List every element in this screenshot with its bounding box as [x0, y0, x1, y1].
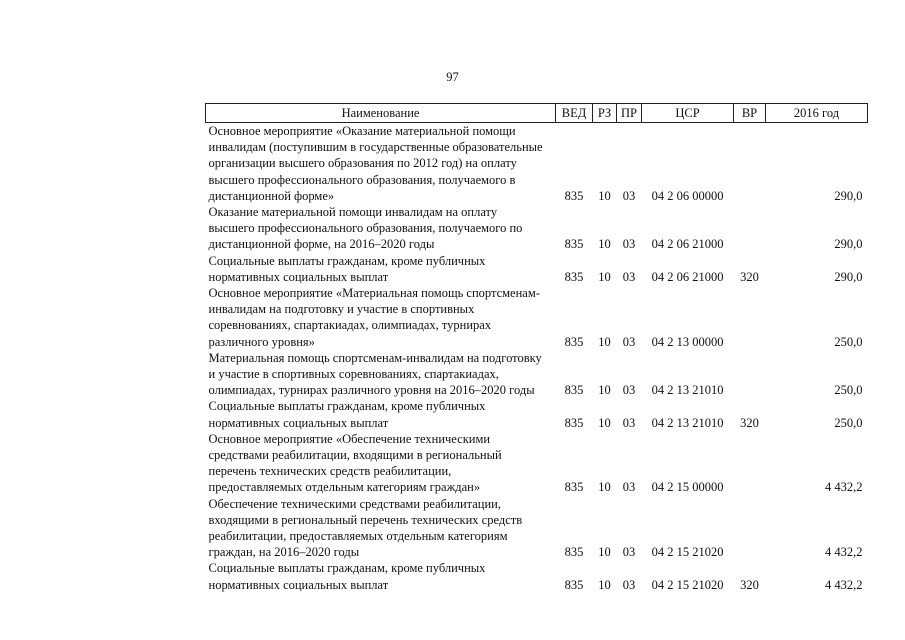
- table-row: [206, 496, 868, 561]
- name-line: и участие в спортивных соревнованиях, спартакиадах,: [208, 367, 499, 382]
- column-header-pr: ПР: [617, 104, 642, 123]
- rz-cell: 10: [598, 334, 611, 349]
- amount-cell: 290,0: [834, 237, 863, 252]
- pr-cell: 03: [622, 545, 636, 560]
- column-header-name: Наименование: [206, 104, 556, 123]
- name-cell: [206, 350, 556, 399]
- pr-cell: 03: [622, 577, 636, 592]
- amount-cell: 250,0: [834, 415, 863, 430]
- rz-cell: 10: [598, 577, 611, 592]
- table-row: [206, 123, 868, 205]
- csr-cell: 04 2 06 21000: [651, 269, 724, 284]
- ved-cell: 835: [564, 480, 584, 495]
- name-cell: [206, 496, 556, 561]
- name-line: входящими в региональный перечень технических средств: [208, 512, 523, 527]
- ved-cell: 835: [564, 188, 584, 203]
- vr-cell: [734, 496, 766, 561]
- pr-cell: 03: [622, 383, 636, 398]
- table-row: [206, 285, 868, 350]
- vr-cell: [734, 431, 766, 496]
- table-row: [206, 253, 868, 285]
- amount-cell: 250,0: [834, 383, 863, 398]
- column-header-csr: ЦСР: [642, 104, 734, 123]
- csr-cell: 04 2 15 00000: [651, 480, 724, 495]
- vr-cell: 320: [740, 577, 759, 592]
- name-line: соревнованиях, спартакиадах, олимпиадах, турнирах: [208, 318, 492, 333]
- ved-cell: 835: [564, 237, 584, 252]
- rz-cell: 10: [598, 188, 611, 203]
- name-line: олимпиадах, турнирах различного уровня на 2016–2020 годы: [208, 383, 535, 398]
- column-header-vr: ВР: [734, 104, 766, 123]
- name-cell: [206, 123, 556, 205]
- name-line: Материальная помощь спортсменам-инвалидам на подготовку: [208, 350, 542, 365]
- vr-cell: 320: [740, 415, 759, 430]
- vr-cell: [734, 350, 766, 399]
- ved-cell: 835: [564, 334, 584, 349]
- amount-cell: 4 432,2: [825, 480, 863, 495]
- name-line: организации высшего образования по 2012 год) на оплату: [208, 156, 517, 171]
- ved-cell: 835: [564, 383, 584, 398]
- csr-cell: 04 2 13 00000: [651, 334, 724, 349]
- rz-cell: 10: [598, 269, 611, 284]
- table-header-row: [206, 104, 868, 123]
- pr-cell: 03: [622, 415, 636, 430]
- name-cell: [206, 253, 556, 285]
- amount-cell: 290,0: [834, 188, 863, 203]
- name-line: Обеспечение техническими средствами реабилитации,: [208, 496, 501, 511]
- name-cell: [206, 431, 556, 496]
- table-row: [206, 398, 868, 430]
- pr-cell: 03: [622, 269, 636, 284]
- name-cell: [206, 398, 556, 430]
- csr-cell: 04 2 13 21010: [651, 383, 724, 398]
- csr-cell: 04 2 13 21010: [651, 415, 724, 430]
- amount-cell: 250,0: [834, 334, 863, 349]
- amount-cell: 290,0: [834, 269, 863, 284]
- name-line: дистанционной форме, на 2016–2020 годы: [208, 237, 435, 252]
- ved-cell: 835: [564, 415, 584, 430]
- name-line: перечень технических средств реабилитации,: [208, 464, 452, 479]
- name-line: нормативных социальных выплат: [208, 269, 389, 284]
- vr-cell: [734, 285, 766, 350]
- column-header-ved: ВЕД: [556, 104, 593, 123]
- name-line: Основное мероприятие «Обеспечение техническими: [208, 431, 491, 446]
- table-row: [206, 350, 868, 399]
- name-line: Социальные выплаты гражданам, кроме публичных: [208, 399, 486, 414]
- name-cell: [206, 204, 556, 253]
- table-row: [206, 431, 868, 496]
- budget-table: [205, 103, 868, 593]
- rz-cell: 10: [598, 545, 611, 560]
- ved-cell: 835: [564, 269, 584, 284]
- csr-cell: 04 2 06 00000: [651, 188, 724, 203]
- ved-cell: 835: [564, 577, 584, 592]
- name-line: средствами реабилитации, входящими в региональный: [208, 448, 502, 463]
- column-header-year: 2016 год: [766, 104, 868, 123]
- name-line: Оказание материальной помощи инвалидам на оплату: [208, 205, 498, 220]
- ved-cell: 835: [564, 545, 584, 560]
- name-line: нормативных социальных выплат: [208, 415, 389, 430]
- amount-cell: 4 432,2: [825, 545, 863, 560]
- vr-cell: [734, 204, 766, 253]
- name-line: реабилитации, предоставляемых отдельным категориям: [208, 529, 508, 544]
- name-line: Социальные выплаты гражданам, кроме публичных: [208, 253, 486, 268]
- name-line: высшего профессионального образования, получаемого по: [208, 221, 523, 236]
- page-number: 97: [446, 70, 459, 84]
- vr-cell: [734, 123, 766, 205]
- csr-cell: 04 2 15 21020: [651, 577, 724, 592]
- csr-cell: 04 2 15 21020: [651, 545, 724, 560]
- pr-cell: 03: [622, 480, 636, 495]
- name-line: различного уровня»: [208, 334, 315, 349]
- vr-cell: 320: [740, 269, 759, 284]
- name-line: Социальные выплаты гражданам, кроме публичных: [208, 561, 486, 576]
- rz-cell: 10: [598, 480, 611, 495]
- rz-cell: 10: [598, 383, 611, 398]
- name-cell: [206, 285, 556, 350]
- name-line: предоставляемых отдельным категориям граждан»: [208, 480, 481, 495]
- pr-cell: 03: [622, 237, 636, 252]
- pr-cell: 03: [622, 188, 636, 203]
- column-header-rz: РЗ: [593, 104, 617, 123]
- name-line: Основное мероприятие «Материальная помощь спортсменам-: [208, 286, 540, 301]
- csr-cell: 04 2 06 21000: [651, 237, 724, 252]
- rz-cell: 10: [598, 415, 611, 430]
- name-line: граждан, на 2016–2020 годы: [208, 545, 360, 560]
- name-line: нормативных социальных выплат: [208, 577, 389, 592]
- name-cell: [206, 560, 556, 592]
- pr-cell: 03: [622, 334, 636, 349]
- table-body: [206, 123, 868, 593]
- name-line: Основное мероприятие «Оказание материальной помощи: [208, 124, 516, 138]
- rz-cell: 10: [598, 237, 611, 252]
- name-line: инвалидам на подготовку и участие в спортивных: [208, 302, 475, 317]
- table-row: [206, 560, 868, 592]
- name-line: высшего профессионального образования, получаемого в: [208, 172, 516, 187]
- name-line: дистанционной форме»: [208, 188, 335, 203]
- name-line: инвалидам (поступившим в государственные образовательные: [208, 140, 543, 155]
- amount-cell: 4 432,2: [825, 577, 863, 592]
- table-row: [206, 204, 868, 253]
